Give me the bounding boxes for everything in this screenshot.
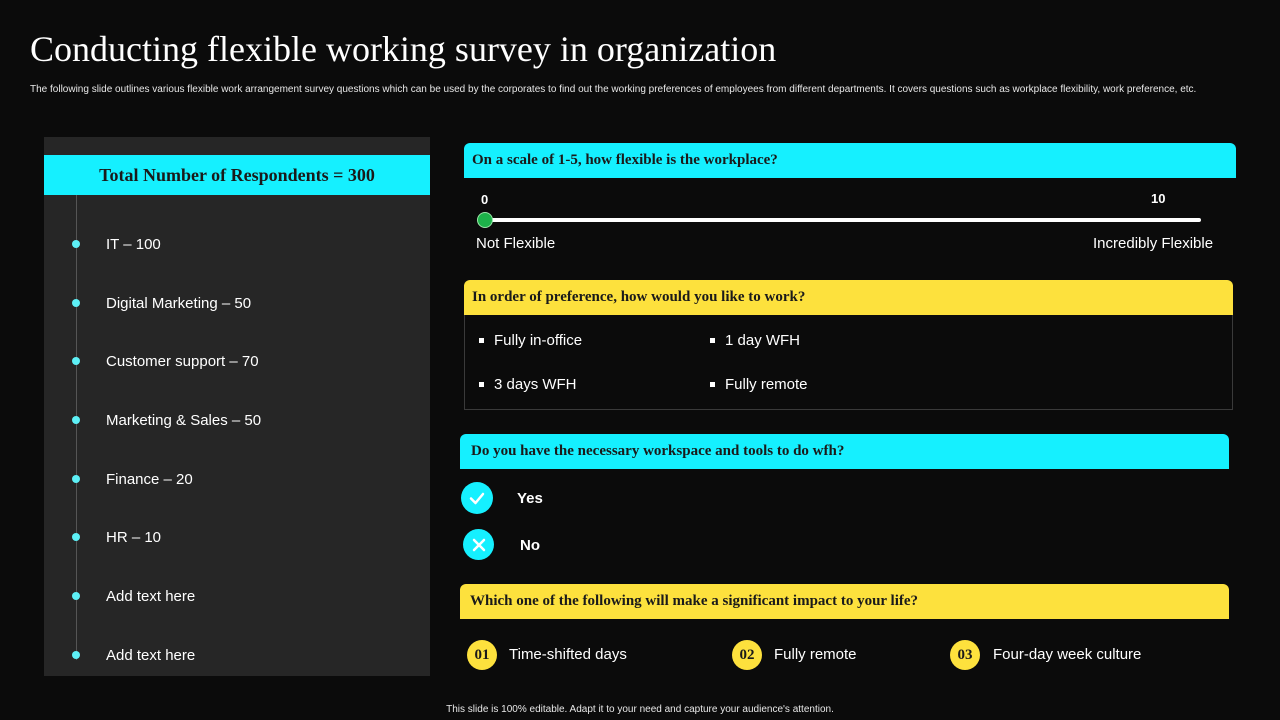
- respondents-header: Total Number of Respondents = 300: [44, 155, 430, 195]
- square-bullet-icon: [710, 382, 715, 387]
- impact-option-label[interactable]: Four-day week culture: [993, 646, 1142, 663]
- checkmark-icon[interactable]: [461, 482, 493, 514]
- preference-option[interactable]: [710, 332, 800, 349]
- bullet-dot-icon: [72, 592, 80, 600]
- square-bullet-icon: [479, 338, 484, 343]
- option-number-badge: 03: [950, 640, 980, 670]
- option-label: Fully in-office: [494, 332, 583, 349]
- preference-option[interactable]: [479, 332, 582, 349]
- flexibility-slider-track[interactable]: [485, 218, 1201, 222]
- bullet-dot-icon: [72, 416, 80, 424]
- list-item: [70, 645, 195, 665]
- scale-max-value: 10: [1151, 191, 1166, 206]
- bullet-dot-icon: [72, 651, 80, 659]
- preference-options-box: [464, 315, 1233, 410]
- square-bullet-icon: [710, 338, 715, 343]
- department-label: Marketing & Sales – 50: [106, 411, 262, 429]
- list-item: [70, 410, 261, 430]
- department-label: Add text here: [106, 646, 196, 664]
- department-label: Customer support – 70: [106, 352, 259, 370]
- scale-min-label: Not Flexible: [476, 235, 556, 252]
- no-label: No: [520, 537, 540, 554]
- option-label: 1 day WFH: [725, 332, 801, 349]
- list-item: [70, 351, 259, 371]
- preference-option[interactable]: [479, 376, 577, 393]
- department-label: Add text here: [106, 587, 196, 605]
- department-label: Finance – 20: [106, 470, 193, 488]
- flexibility-slider-handle[interactable]: [477, 212, 493, 228]
- question-flexibility-header: On a scale of 1-5, how flexible is the workplace?: [464, 143, 1236, 178]
- slide-title: Conducting flexible working survey in organization: [30, 29, 777, 69]
- bullet-dot-icon: [72, 533, 80, 541]
- impact-option-label[interactable]: Fully remote: [774, 646, 857, 663]
- list-item: [70, 469, 193, 489]
- list-item: [70, 293, 251, 313]
- scale-max-label: Incredibly Flexible: [1093, 235, 1214, 252]
- list-item: [70, 527, 161, 547]
- question-workspace-header: Do you have the necessary workspace and tools to do wfh?: [460, 434, 1229, 469]
- bullet-dot-icon: [72, 357, 80, 365]
- square-bullet-icon: [479, 382, 484, 387]
- option-label: 3 days WFH: [494, 376, 577, 393]
- list-item: [70, 586, 195, 606]
- bullet-dot-icon: [72, 299, 80, 307]
- close-icon[interactable]: [463, 529, 494, 560]
- department-label: IT – 100: [106, 235, 161, 253]
- scale-min-value: 0: [481, 192, 489, 207]
- impact-option-label[interactable]: Time-shifted days: [509, 646, 627, 663]
- department-label: HR – 10: [106, 528, 162, 546]
- list-item: [70, 234, 161, 254]
- slide-subtitle: The following slide outlines various flexible work arrangement survey questions which can be used by the corporates to find out the working preferences of employees from different departments. It covers questions such as workplace flexibility, work preference, etc.: [30, 84, 1197, 95]
- question-impact-header: Which one of the following will make a significant impact to your life?: [460, 584, 1229, 619]
- option-number-badge: 02: [732, 640, 762, 670]
- department-label: Digital Marketing – 50: [106, 294, 252, 312]
- bullet-dot-icon: [72, 240, 80, 248]
- preference-option[interactable]: [710, 376, 808, 393]
- yes-label: Yes: [517, 490, 543, 507]
- bullet-dot-icon: [72, 475, 80, 483]
- option-label: Fully remote: [725, 376, 808, 393]
- slide-footer: This slide is 100% editable. Adapt it to your need and capture your audience's attention.: [446, 704, 834, 715]
- option-number-badge: 01: [467, 640, 497, 670]
- question-preference-header: In order of preference, how would you like to work?: [464, 280, 1233, 315]
